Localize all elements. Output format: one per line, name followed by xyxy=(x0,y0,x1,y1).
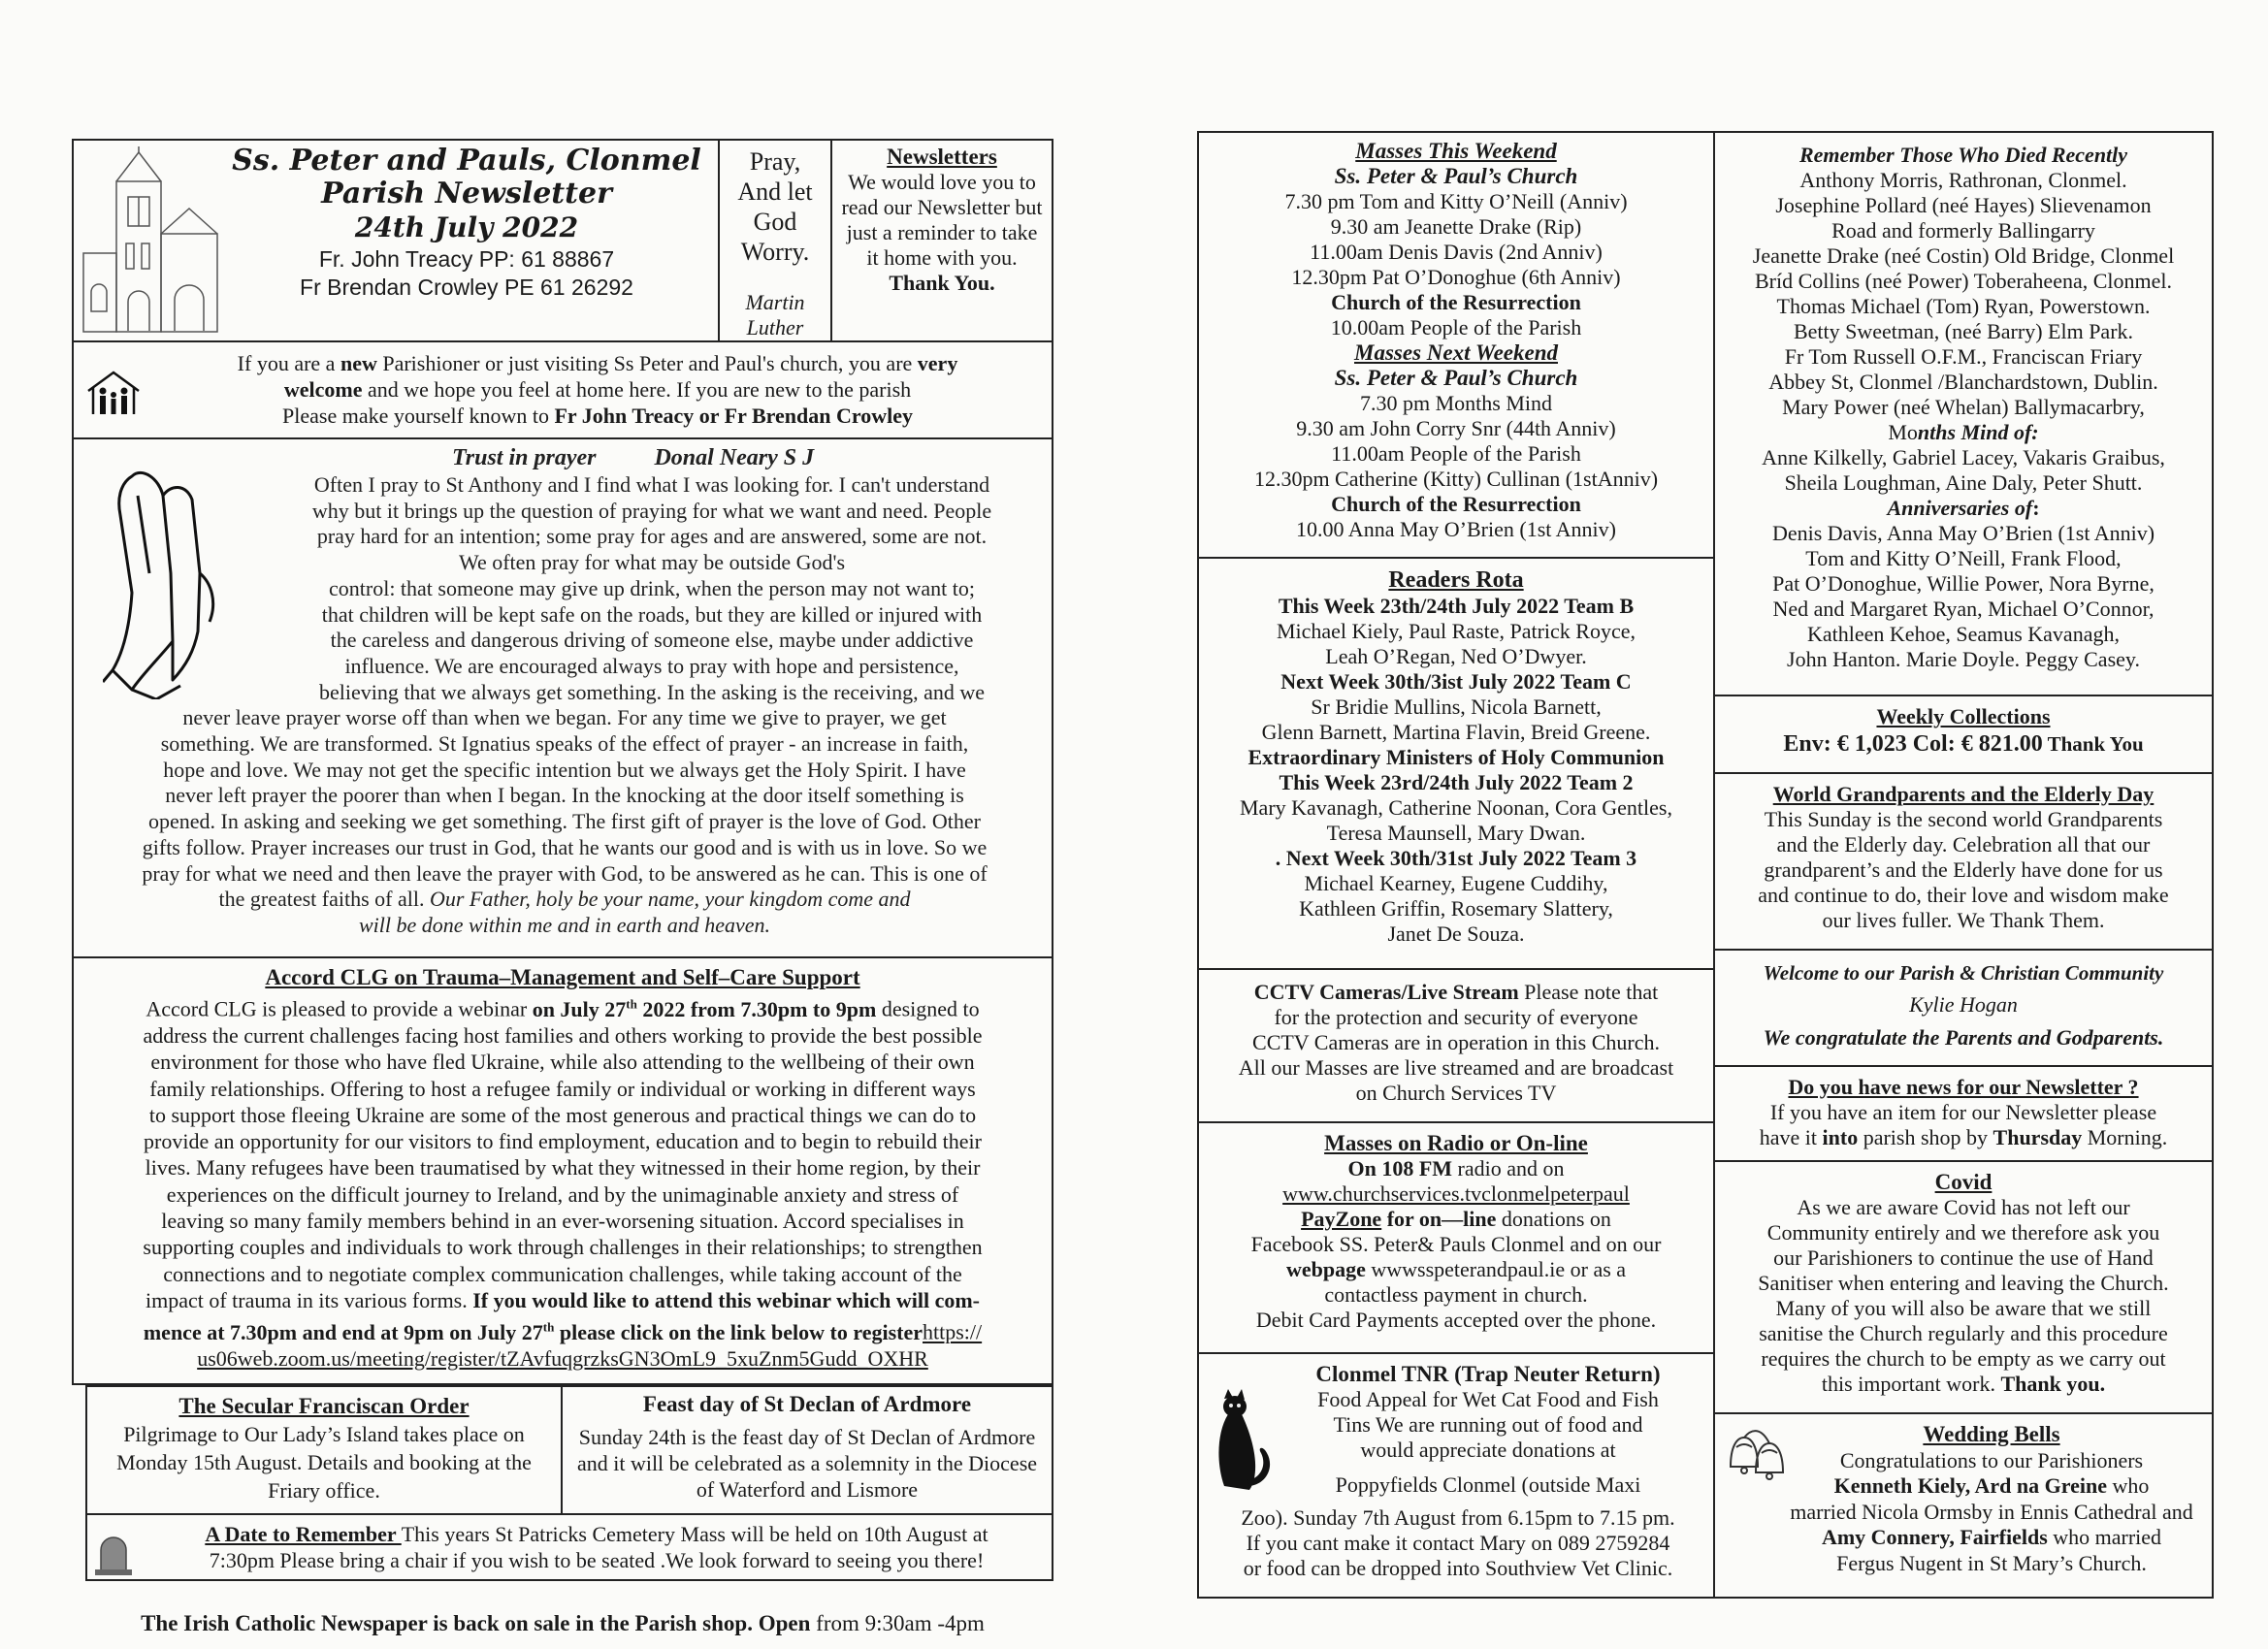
trust-line-7: the careless and dangerous driving of someone else, maybe under addictive xyxy=(330,628,974,653)
trust-line-16: pray for what we need and then leave the prayer with God, to be answered as he can. This is one of xyxy=(142,860,988,886)
remember-box xyxy=(1713,131,2214,696)
news-line-1: If you have an item for our Newsletter please xyxy=(1769,1100,2157,1124)
grandparents-line-1: This Sunday is the second world Grandparents xyxy=(1764,807,2163,831)
readers-week-1-names-a: Michael Kiely, Paul Raste, Patrick Royce, xyxy=(1276,619,1636,643)
mass-next-res: 10.00 Anna May O’Brien (1st Anniv) xyxy=(1296,517,1616,541)
radio-webpage: webpage wwwsspeterandpaul.ie or as a xyxy=(1285,1257,1627,1281)
readers-box xyxy=(1197,557,1715,970)
masses-box xyxy=(1197,131,1715,559)
grandparents-line-2: and the Elderly day. Celebration all that our xyxy=(1776,832,2151,857)
accord-box xyxy=(72,956,1053,1385)
cctv-line-1: CCTV Cameras/Live Stream Please note that xyxy=(1253,980,1659,1004)
remember-line-10: Mary Power (neé Whelan) Ballymacarbry, xyxy=(1782,395,2145,419)
tnr-line-2: Tins We are running out of food and xyxy=(1333,1412,1643,1437)
cctv-box xyxy=(1197,968,1715,1123)
accord-line-6: provide an opportunity for our visitors to find employment, education and to begin to rebuild their xyxy=(144,1129,982,1154)
readers-heading: Readers Rota xyxy=(1388,567,1524,593)
priest-1: Fr. John Treacy PP: 61 88867 xyxy=(318,246,615,272)
pray-line-2: And let xyxy=(737,178,813,206)
welcome-line-3: Please make yourself known to Fr John Treacy or Fr Brendan Crowley xyxy=(282,404,913,428)
trust-line-2: why but it brings up the question of praying for what we want and need. People xyxy=(311,498,992,523)
trust-author: Donal Neary S J xyxy=(654,445,815,470)
news-box xyxy=(1713,1065,2214,1162)
tnr-line-5: Zoo). Sunday 7th August from 6.15pm to 7.15 pm. xyxy=(1241,1505,1675,1530)
covid-line-2: Community entirely and we therefore ask you xyxy=(1766,1220,2160,1245)
register-link-url[interactable]: us06web.zoom.us/meeting/register/tZAvfuqgrzksGN3OmL9_5xuZnm5Gudd_OXHR xyxy=(197,1345,928,1371)
trust-line-12: hope and love. We may not get the specific intention but we always get the Holy Spirit. I have xyxy=(163,757,966,782)
accord-line-13: mence at 7.30pm and end at 9pm on July 27th please click on the link below to registerhttps:// xyxy=(143,1319,983,1344)
masses-this-heading: Masses This Weekend xyxy=(1355,139,1557,163)
accord-heading: Accord CLG on Trauma–Management and Self–Care Support xyxy=(265,965,860,989)
church-icon xyxy=(78,146,223,337)
trust-line-11: something. We are transformed. St Ignatius speaks of the effect of prayer - an increase in faith, xyxy=(160,731,969,757)
wedding-line-5: Fergus Nugent in St Mary’s Church. xyxy=(1836,1550,2147,1575)
months-mind-heading: Months Mind of: xyxy=(1888,420,2039,444)
wedding-line-1: Congratulations to our Parishioners xyxy=(1839,1447,2144,1472)
wedding-heading: Wedding Bells xyxy=(1923,1422,2060,1446)
ministers-week-2: . Next Week 30th/31st July 2022 Team 3 xyxy=(1275,846,1637,870)
tnr-line-3: would appreciate donations at xyxy=(1360,1438,1616,1462)
mass-this-res: 10.00am People of the Parish xyxy=(1330,315,1582,340)
ministers-week-1-names-a: Mary Kavanagh, Catherine Noonan, Cora Gentles, xyxy=(1240,795,1672,820)
mass-this-1: 7.30 pm Tom and Kitty O’Neill (Anniv) xyxy=(1284,189,1628,213)
declan-heading: Feast day of St Declan of Ardmore xyxy=(642,1392,972,1416)
covid-box xyxy=(1713,1160,2214,1414)
declan-body: Sunday 24th is the feast day of St Declan of Ardmore and it will be celebrated as a solemnity in the Diocese of Waterford and Lismore xyxy=(576,1425,1038,1502)
trust-line-6: that children will be kept safe on the roads, but they are killed or injured with xyxy=(321,601,983,627)
anniversaries-line-4: Ned and Margaret Ryan, Michael O’Connor, xyxy=(1772,597,2155,621)
baptism-name: Kylie Hogan xyxy=(1909,992,2018,1017)
grandparents-line-5: our lives fuller. We Thank Them. xyxy=(1822,908,2105,932)
mass-next-2: 9.30 am John Corry Snr (44th Anniv) xyxy=(1296,416,1616,440)
welcome-parish-congrats: We congratulate the Parents and Godparents. xyxy=(1763,1025,2164,1050)
trust-title-line xyxy=(74,443,1055,472)
grandparents-box xyxy=(1713,772,2214,951)
covid-line-1: As we are aware Covid has not left our xyxy=(1797,1195,2130,1219)
covid-line-7: requires the church to be empty as we carry out xyxy=(1761,1346,2166,1371)
remember-line-5: Bríd Collins (neé Power) Toberaheena, Clonmel. xyxy=(1754,269,2172,293)
declan-box xyxy=(561,1385,1053,1515)
cctv-line-3: CCTV Cameras are in operation in this Church. xyxy=(1252,1030,1660,1054)
tnr-line-4: Poppyfields Clonmel (outside Maxi xyxy=(1335,1472,1641,1497)
readers-week-1-names-b: Leah O’Regan, Ned O’Dwyer. xyxy=(1325,644,1587,668)
ministers-week-1-names-b: Teresa Maunsell, Mary Dwan. xyxy=(1326,821,1586,845)
pray-box xyxy=(718,139,832,342)
newsletters-box xyxy=(830,139,1053,342)
mass-next-4: 12.30pm Catherine (Kitty) Cullinan (1stAnniv) xyxy=(1253,467,1659,491)
radio-heading: Masses on Radio or On-line xyxy=(1324,1131,1588,1155)
trust-line-3: pray hard for an intention; some pray for ages and are answered, some are not. xyxy=(316,524,988,549)
trust-line-1: Often I pray to St Anthony and I find what I was looking for. I can't understand xyxy=(313,472,990,497)
remember-line-4: Jeanette Drake (neé Costin) Old Bridge, Clonmel xyxy=(1752,243,2175,268)
pray-line-3: God Worry. xyxy=(740,208,810,266)
readers-week-2-names-b: Glenn Barnett, Martina Flavin, Breid Greene. xyxy=(1261,720,1651,744)
grandparents-line-3: grandparent’s and the Elderly have done for us xyxy=(1764,857,2163,882)
masses-resurrection-2: Church of the Resurrection xyxy=(1331,492,1581,516)
trust-line-10: never leave prayer worse off than when we began. For any time we give to prayer, we get xyxy=(182,705,947,730)
covid-heading: Covid xyxy=(1934,1170,1993,1194)
family-house-icon xyxy=(85,370,142,416)
accord-line-4: family relationships. Offering to host a refugee family or individual or working in different ways xyxy=(149,1076,976,1101)
anniversaries-line-5: Kathleen Kehoe, Seamus Kavanagh, xyxy=(1807,622,2120,646)
priest-2: Fr Brendan Crowley PE 61 26292 xyxy=(300,275,633,300)
newsletter-title: Ss. Peter and Pauls, Clonmel xyxy=(232,144,701,178)
anniversaries-heading: Anniversaries of: xyxy=(1887,496,2040,520)
radio-facebook: Facebook SS. Peter& Pauls Clonmel and on our xyxy=(1250,1232,1662,1256)
franciscan-body: Pilgrimage to Our Lady’s Island takes place on Monday 15th August. Details and booking at the Friary office. xyxy=(116,1422,532,1503)
remember-line-2: Josephine Pollard (neé Hayes) Slievenamon xyxy=(1775,193,2152,217)
accord-line-7: lives. Many refugees have been traumatised by what they witnessed in their home region, by their xyxy=(145,1155,981,1180)
tnr-heading: Clonmel TNR (Trap Neuter Return) xyxy=(1315,1362,1661,1386)
franciscan-box xyxy=(85,1385,563,1515)
remember-line-6: Thomas Michael (Tom) Ryan, Powerstown. xyxy=(1776,294,2151,318)
cctv-line-5: on Church Services TV xyxy=(1355,1081,1557,1105)
masses-church-2: Ss. Peter & Paul’s Church xyxy=(1334,366,1578,390)
readers-week-2-names-a: Sr Bridie Mullins, Nicola Barnett, xyxy=(1311,695,1602,719)
radio-payzone: PayZone for on—line donations on xyxy=(1301,1207,1611,1231)
remember-line-1: Anthony Morris, Rathronan, Clonmel. xyxy=(1799,168,2127,192)
readers-week-1: This Week 23th/24th July 2022 Team B xyxy=(1278,594,1635,618)
covid-line-8: this important work. Thank you. xyxy=(1821,1372,2106,1396)
readers-week-2: Next Week 30th/3ist July 2022 Team C xyxy=(1280,669,1632,694)
wedding-line-2: Kenneth Kiely, Ard na Greine who xyxy=(1833,1473,2150,1498)
trust-line-13: never left prayer the poorer than when I began. In the knocking at the door itself something is xyxy=(165,783,964,808)
radio-box xyxy=(1197,1121,1715,1354)
trust-line-9: believing that we always get something. In the asking is the receiving, and we xyxy=(318,679,986,704)
trust-line-18: will be done within me and in earth and heaven. xyxy=(358,912,771,937)
mass-next-3: 11.00am People of the Parish xyxy=(1331,441,1581,466)
tnr-line-6: If you cant make it contact Mary on 089 2759284 xyxy=(1246,1531,1670,1555)
register-link[interactable]: https:// xyxy=(923,1319,983,1344)
newsletter-subtitle: Parish Newsletter xyxy=(321,177,612,210)
news-line-2: have it into parish shop by Thursday Morning. xyxy=(1759,1125,2168,1149)
grandparents-line-4: and continue to do, their love and wisdom make xyxy=(1758,883,2169,907)
remember-heading: Remember Those Who Died Recently xyxy=(1798,143,2128,167)
welcome-line-2: welcome and we hope you feel at home here. If you are new to the parish xyxy=(283,377,912,402)
tnr-line-7: or food can be dropped into Southview Vet Clinic. xyxy=(1243,1556,1673,1580)
ministers-week-2-names-a: Michael Kearney, Eugene Cuddihy, xyxy=(1304,871,1608,895)
masses-church-1: Ss. Peter & Paul’s Church xyxy=(1334,164,1578,188)
radio-debit: Debit Card Payments accepted over the phone. xyxy=(1255,1308,1657,1332)
accord-line-8: experiences on the difficult journey to Ireland, and by the unimaginable anxiety and stress of xyxy=(166,1181,959,1207)
radio-url-link[interactable]: www.churchservices.tvclonmelpeterpaul xyxy=(1282,1181,1630,1206)
date-remember-box xyxy=(85,1513,1053,1581)
wedding-line-4: Amy Connery, Fairfields who married xyxy=(1821,1525,2162,1549)
trust-title: Trust in prayer xyxy=(452,445,597,470)
radio-fm: On 108 FM radio and on xyxy=(1347,1156,1565,1180)
cctv-line-2: for the protection and security of everyone xyxy=(1274,1005,1638,1029)
accord-line-9: leaving so many family members behind in an ever-worsening situation. Accord specialises in xyxy=(161,1209,964,1233)
accord-line-10: supporting couples and individuals to work through challenges in their relationships; to strengthen xyxy=(143,1235,983,1260)
mass-this-2: 9.30 am Jeanette Drake (Rip) xyxy=(1330,214,1582,239)
news-heading: Do you have news for our Newsletter ? xyxy=(1788,1075,2139,1099)
trust-line-8: influence. We are encouraged always to pray with hope and persistence, xyxy=(344,653,959,678)
masthead-box xyxy=(72,139,720,342)
remember-line-8: Fr Tom Russell O.F.M., Franciscan Friary xyxy=(1784,344,2143,369)
ministers-heading: Extraordinary Ministers of Holy Communion xyxy=(1247,745,1665,769)
pray-author-1: Martin xyxy=(745,290,805,314)
newsletters-heading: Newsletters xyxy=(887,145,997,169)
accord-line-5: to support those fleeing Ukraine are some of the most generous and practical things we can do to xyxy=(148,1102,977,1127)
anniversaries-line-6: John Hanton. Marie Doyle. Peggy Casey. xyxy=(1787,647,2140,671)
ministers-week-2-names-c: Janet De Souza. xyxy=(1387,922,1525,946)
mass-this-4: 12.30pm Pat O’Donoghue (6th Anniv) xyxy=(1291,265,1621,289)
accord-line-2: address the current challenges facing host families and others working to provide the best possible xyxy=(143,1022,983,1048)
collections-heading: Weekly Collections xyxy=(1876,704,2051,728)
remember-line-7: Betty Sweetman, (neé Barry) Elm Park. xyxy=(1793,319,2134,343)
pray-line-1: Pray, xyxy=(749,147,801,176)
trust-line-14: opened. In asking and seeking we get something. The first gift of prayer is the love of God. Other xyxy=(148,809,981,834)
covid-line-3: our Parishioners to continue the use of Hand xyxy=(1773,1245,2154,1270)
collections-amounts: Env: € 1,023 Col: € 821.00 Thank You xyxy=(1783,731,2144,757)
months-mind-line-1: Anne Kilkelly, Gabriel Lacey, Vakaris Graibus, xyxy=(1762,445,2165,469)
welcome-parish-heading: Welcome to our Parish & Christian Community xyxy=(1763,961,2164,985)
pray-author-2: Luther xyxy=(746,315,804,340)
ministers-week-2-names-b: Kathleen Griffin, Rosemary Slattery, xyxy=(1299,896,1613,921)
mass-this-3: 11.00am Denis Davis (2nd Anniv) xyxy=(1310,240,1603,264)
accord-line-11: connections and to negotiate complex communication challenges, while taking account of the xyxy=(163,1261,962,1286)
accord-line-12: impact of trauma in its various forms. If you would like to attend this webinar which will com- xyxy=(145,1287,980,1312)
grandparents-heading: World Grandparents and the Elderly Day xyxy=(1772,782,2155,806)
newsletter-date: 24th July 2022 xyxy=(354,211,579,243)
wedding-box xyxy=(1713,1412,2214,1599)
accord-line-1: Accord CLG is pleased to provide a webinar on July 27th 2022 from 7.30pm to 9pm designed to xyxy=(146,996,980,1021)
newsletters-thanks: Thank You. xyxy=(889,271,995,295)
trust-line-17: the greatest faiths of all. Our Father, holy be your name, your kingdom come and xyxy=(218,887,911,912)
date-remember-line-1: A Date to Remember This years St Patricks Cemetery Mass will be held on 10th August at xyxy=(205,1522,988,1546)
mass-next-1: 7.30 pm Months Mind xyxy=(1359,391,1553,415)
welcome-box xyxy=(72,340,1053,439)
headstone-icon xyxy=(95,1536,132,1575)
footer-line: The Irish Catholic Newspaper is back on sale in the Parish shop. Open from 9:30am -4pm xyxy=(141,1611,985,1635)
masses-resurrection-1: Church of the Resurrection xyxy=(1331,290,1581,314)
accord-line-3: environment for those who have fled Ukraine, while also attending to the wellbeing of their own xyxy=(150,1050,975,1075)
franciscan-heading: The Secular Franciscan Order xyxy=(178,1394,470,1418)
radio-contactless: contactless payment in church. xyxy=(1324,1282,1588,1307)
trust-box xyxy=(72,437,1053,958)
covid-line-4: Sanitiser when entering and leaving the Church. xyxy=(1758,1271,2169,1295)
anniversaries-line-3: Pat O’Donoghue, Willie Power, Nora Byrne, xyxy=(1772,571,2155,596)
anniversaries-line-1: Denis Davis, Anna May O’Brien (1st Anniv) xyxy=(1771,521,2155,545)
date-remember-line-2: 7:30pm Please bring a chair if you wish to be seated .We look forward to seeing you there! xyxy=(209,1548,985,1572)
tnr-box xyxy=(1197,1352,1715,1599)
trust-line-5: control: that someone may give up drink, when the person may not want to; xyxy=(329,575,975,600)
anniversaries-line-2: Tom and Kitty O’Neill, Frank Flood, xyxy=(1805,546,2122,570)
tnr-line-1: Food Appeal for Wet Cat Food and Fish xyxy=(1317,1387,1659,1411)
welcome-line-1: If you are a new Parishioner or just visiting Ss Peter and Paul's church, you are very xyxy=(237,351,958,375)
trust-line-4: We often pray for what may be outside God's xyxy=(458,550,846,575)
covid-line-5: Many of you will also be aware that we still xyxy=(1775,1296,2152,1320)
covid-line-6: sanitise the Church regularly and this procedure xyxy=(1759,1321,2168,1345)
remember-line-3: Road and formerly Ballingarry xyxy=(1831,218,2095,242)
collections-box xyxy=(1713,695,2214,774)
wedding-line-3: married Nicola Ormsby in Ennis Cathedral and xyxy=(1790,1499,2193,1524)
ministers-week-1: This Week 23rd/24th July 2022 Team 2 xyxy=(1279,770,1634,794)
welcome-parish-box xyxy=(1713,949,2214,1067)
cctv-line-4: All our Masses are live streamed and are broadcast xyxy=(1238,1055,1674,1080)
remember-line-9: Abbey St, Clonmel /Blanchardstown, Dublin. xyxy=(1768,370,2158,394)
newsletters-body: We would love you to read our Newsletter but just a reminder to take it home with you. xyxy=(841,170,1043,270)
masses-next-heading: Masses Next Weekend xyxy=(1354,340,1558,365)
months-mind-line-2: Sheila Loughman, Aine Daly, Peter Shutt. xyxy=(1784,470,2143,495)
trust-line-15: gifts follow. Prayer increases our trust in God, that he wants our good and is with us in love. So we xyxy=(142,834,988,859)
